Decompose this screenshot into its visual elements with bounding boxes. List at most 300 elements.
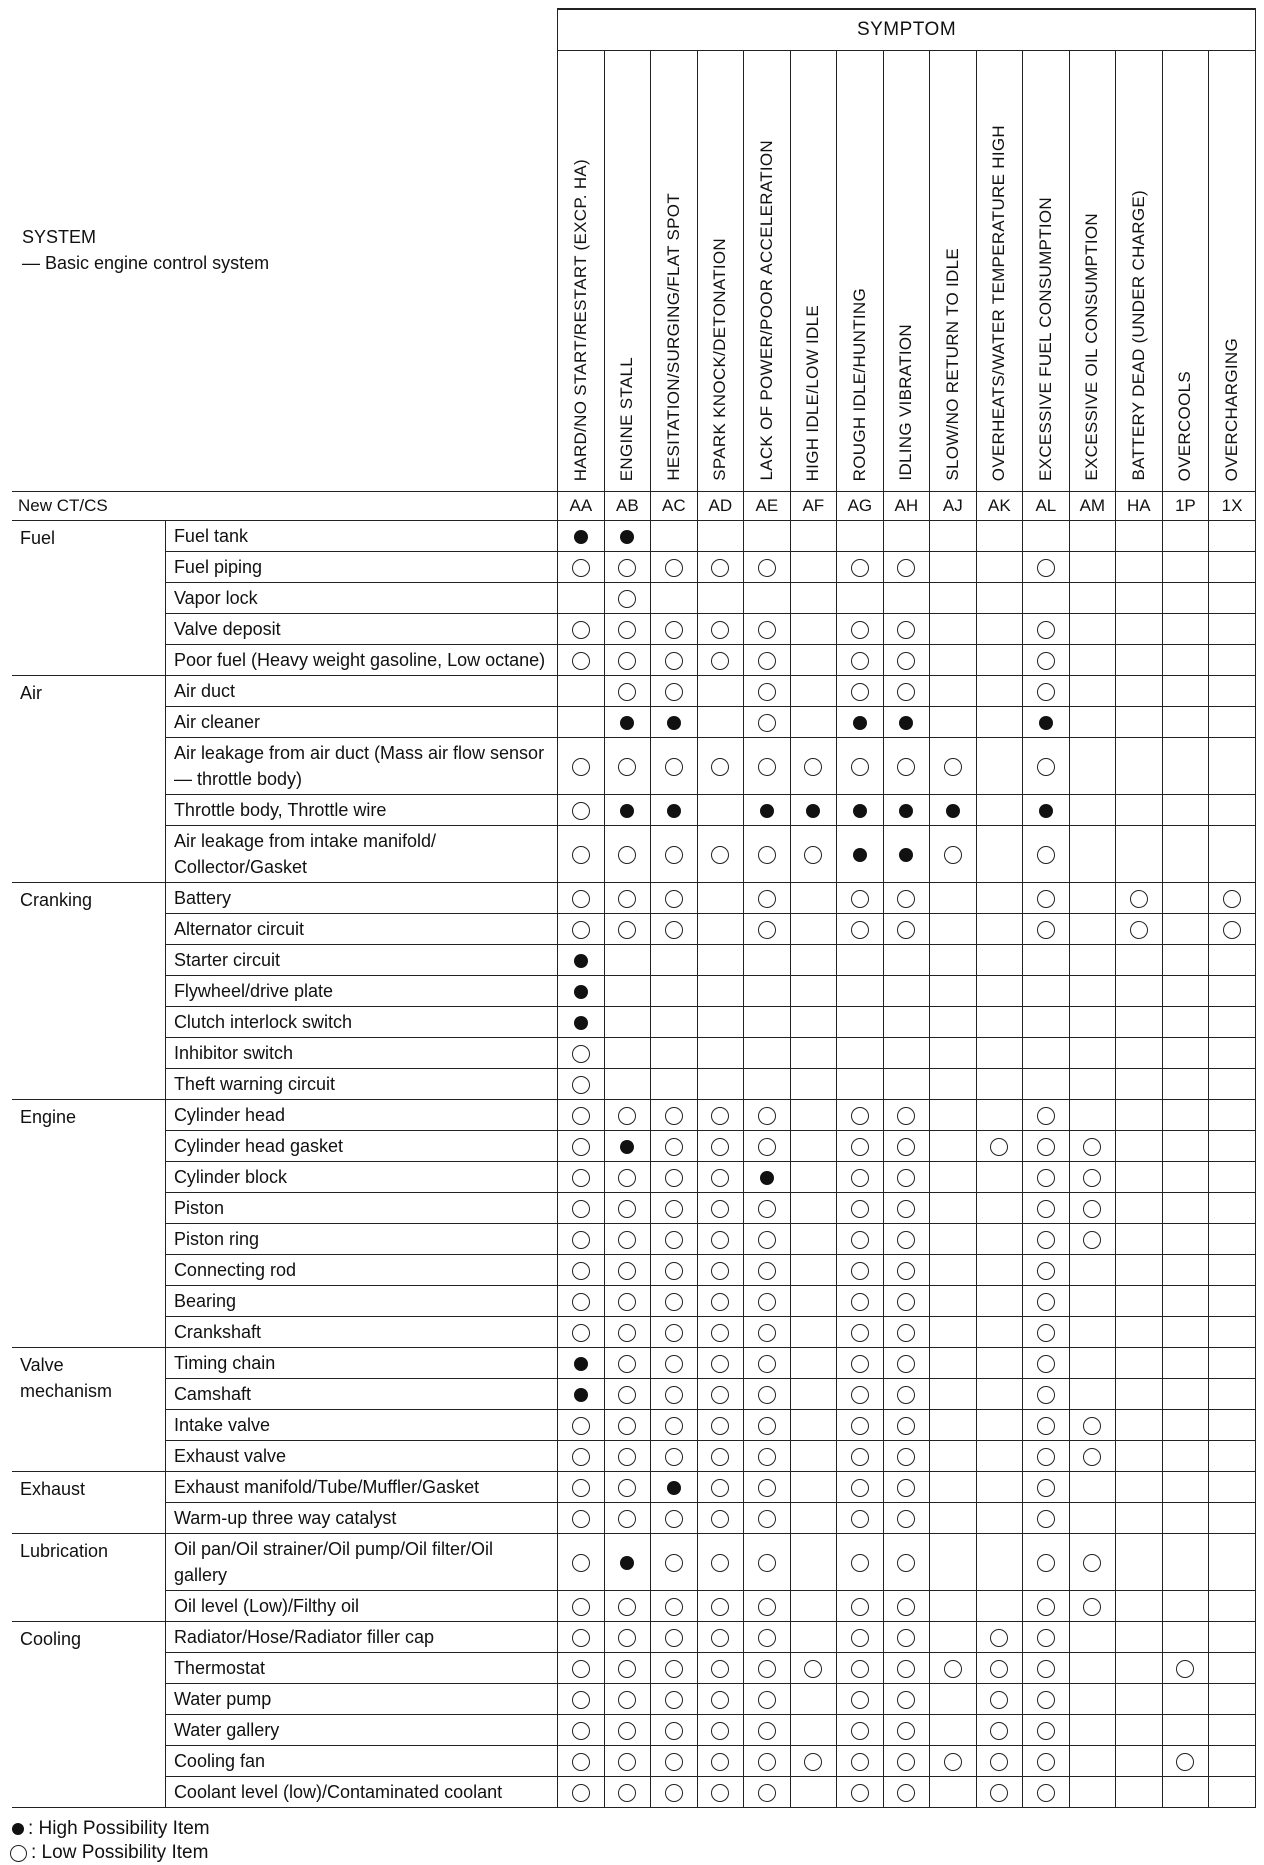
matrix-cell <box>1069 1100 1116 1131</box>
matrix-cell <box>697 1379 744 1410</box>
matrix-cell <box>651 1038 698 1069</box>
low-possibility-icon <box>1037 846 1055 864</box>
low-possibility-icon <box>758 1448 776 1466</box>
matrix-cell <box>883 1534 930 1591</box>
matrix-cell <box>883 1224 930 1255</box>
matrix-cell <box>651 914 698 945</box>
matrix-cell <box>744 1007 791 1038</box>
low-possibility-icon <box>1037 621 1055 639</box>
matrix-cell <box>837 914 884 945</box>
matrix-cell <box>930 676 977 707</box>
matrix-cell <box>1162 1317 1209 1348</box>
matrix-cell <box>651 707 698 738</box>
low-possibility-icon <box>665 652 683 670</box>
system-item: Oil pan/Oil strainer/Oil pump/Oil filter/Oil gallery <box>165 1534 557 1591</box>
matrix-cell <box>1162 1777 1209 1808</box>
matrix-cell <box>883 1410 930 1441</box>
matrix-cell <box>930 1410 977 1441</box>
matrix-cell <box>883 1348 930 1379</box>
low-possibility-icon <box>1037 1355 1055 1373</box>
matrix-cell <box>1069 1007 1116 1038</box>
low-possibility-icon <box>851 1417 869 1435</box>
low-possibility-icon <box>897 1138 915 1156</box>
matrix-cell <box>1023 552 1070 583</box>
low-possibility-icon <box>665 890 683 908</box>
matrix-cell <box>558 1100 605 1131</box>
low-possibility-icon <box>758 1598 776 1616</box>
matrix-cell <box>930 521 977 552</box>
low-possibility-icon <box>1083 1169 1101 1187</box>
table-row <box>12 1100 1256 1131</box>
system-category: Fuel <box>12 521 165 676</box>
high-possibility-icon <box>620 1556 634 1570</box>
matrix-cell <box>604 795 651 826</box>
matrix-cell <box>976 1038 1023 1069</box>
table-row <box>12 1534 1256 1591</box>
matrix-cell <box>697 976 744 1007</box>
low-possibility-icon <box>851 1107 869 1125</box>
matrix-cell <box>697 795 744 826</box>
matrix-cell <box>697 1777 744 1808</box>
matrix-cell <box>651 1131 698 1162</box>
matrix-cell <box>1116 1746 1163 1777</box>
low-possibility-icon <box>897 1355 915 1373</box>
matrix-cell <box>1162 614 1209 645</box>
low-possibility-icon <box>665 1107 683 1125</box>
matrix-cell <box>1209 521 1256 552</box>
matrix-cell <box>697 645 744 676</box>
low-possibility-icon <box>758 1386 776 1404</box>
low-possibility-icon <box>665 758 683 776</box>
matrix-cell <box>930 1379 977 1410</box>
matrix-cell <box>790 1441 837 1472</box>
low-possibility-icon <box>711 1417 729 1435</box>
low-possibility-icon <box>572 1417 590 1435</box>
matrix-cell <box>883 676 930 707</box>
matrix-cell <box>604 1653 651 1684</box>
low-possibility-icon <box>618 1448 636 1466</box>
matrix-cell <box>930 826 977 883</box>
low-possibility-icon <box>851 921 869 939</box>
low-possibility-icon <box>572 1660 590 1678</box>
matrix-cell <box>1116 1317 1163 1348</box>
matrix-cell <box>930 1472 977 1503</box>
matrix-cell <box>558 1472 605 1503</box>
system-item: Poor fuel (Heavy weight gasoline, Low octane) <box>165 645 557 676</box>
matrix-cell <box>697 1069 744 1100</box>
matrix-cell <box>837 1224 884 1255</box>
low-possibility-icon <box>711 1293 729 1311</box>
matrix-cell <box>976 1193 1023 1224</box>
low-possibility-icon <box>618 1722 636 1740</box>
matrix-cell <box>604 1379 651 1410</box>
matrix-cell <box>558 1162 605 1193</box>
low-possibility-icon <box>711 1138 729 1156</box>
matrix-cell <box>883 1684 930 1715</box>
low-possibility-icon <box>711 1200 729 1218</box>
matrix-cell <box>604 707 651 738</box>
system-item: Water gallery <box>165 1715 557 1746</box>
low-possibility-icon <box>711 621 729 639</box>
matrix-cell <box>1116 1100 1163 1131</box>
matrix-cell <box>1069 1286 1116 1317</box>
system-item: Coolant level (low)/Contaminated coolant <box>165 1777 557 1808</box>
matrix-cell <box>930 976 977 1007</box>
low-possibility-icon <box>897 621 915 639</box>
matrix-cell <box>744 1100 791 1131</box>
matrix-cell <box>697 552 744 583</box>
matrix-cell <box>1209 552 1256 583</box>
high-possibility-icon <box>620 804 634 818</box>
matrix-cell <box>790 1653 837 1684</box>
table-row <box>12 795 1256 826</box>
system-item: Throttle body, Throttle wire <box>165 795 557 826</box>
system-item: Bearing <box>165 1286 557 1317</box>
system-item: Piston ring <box>165 1224 557 1255</box>
matrix-cell <box>883 1622 930 1653</box>
low-possibility-icon <box>851 1691 869 1709</box>
matrix-cell <box>976 1286 1023 1317</box>
matrix-cell <box>883 1286 930 1317</box>
low-possibility-icon <box>572 1045 590 1063</box>
low-possibility-icon <box>665 1598 683 1616</box>
matrix-cell <box>1069 976 1116 1007</box>
matrix-cell <box>1209 976 1256 1007</box>
matrix-cell <box>976 1007 1023 1038</box>
matrix-cell <box>1069 521 1116 552</box>
low-possibility-icon <box>572 1629 590 1647</box>
matrix-cell <box>558 1131 605 1162</box>
matrix-cell <box>744 1746 791 1777</box>
matrix-cell <box>930 1038 977 1069</box>
table-row <box>12 1653 1256 1684</box>
matrix-cell <box>1116 614 1163 645</box>
matrix-cell <box>930 645 977 676</box>
matrix-cell <box>1069 1131 1116 1162</box>
matrix-cell <box>837 1348 884 1379</box>
legend-high-text: : High Possibility Item <box>28 1818 210 1839</box>
low-possibility-icon <box>572 802 590 820</box>
symptom-column-header <box>1116 51 1163 492</box>
symptom-code: AA <box>558 492 605 521</box>
matrix-cell <box>837 707 884 738</box>
matrix-cell <box>837 676 884 707</box>
matrix-cell <box>976 1715 1023 1746</box>
matrix-cell <box>604 1410 651 1441</box>
symptom-column-header <box>651 51 698 492</box>
low-possibility-icon <box>851 1324 869 1342</box>
low-possibility-icon <box>897 683 915 701</box>
low-possibility-icon <box>758 559 776 577</box>
low-possibility-icon <box>897 1262 915 1280</box>
matrix-cell <box>1023 1746 1070 1777</box>
matrix-cell <box>837 1746 884 1777</box>
matrix-cell <box>1209 676 1256 707</box>
low-possibility-icon <box>758 758 776 776</box>
system-item: Cylinder head gasket <box>165 1131 557 1162</box>
low-possibility-icon <box>1223 921 1241 939</box>
matrix-cell <box>837 1410 884 1441</box>
matrix-cell <box>1069 645 1116 676</box>
high-possibility-icon <box>620 1140 634 1154</box>
matrix-cell <box>976 1684 1023 1715</box>
matrix-cell <box>1069 614 1116 645</box>
matrix-cell <box>883 1777 930 1808</box>
matrix-cell <box>883 826 930 883</box>
matrix-cell <box>1023 1441 1070 1472</box>
low-possibility-icon <box>665 846 683 864</box>
matrix-cell <box>651 1653 698 1684</box>
matrix-cell <box>1069 1348 1116 1379</box>
matrix-cell <box>1023 883 1070 914</box>
low-possibility-icon <box>1037 1629 1055 1647</box>
matrix-cell <box>1069 676 1116 707</box>
high-possibility-icon <box>1039 804 1053 818</box>
matrix-cell <box>604 521 651 552</box>
matrix-cell <box>837 826 884 883</box>
matrix-cell <box>558 1317 605 1348</box>
matrix-cell <box>697 1591 744 1622</box>
low-possibility-icon <box>851 1479 869 1497</box>
low-possibility-icon <box>758 1722 776 1740</box>
low-possibility-icon <box>758 1660 776 1678</box>
matrix-cell <box>1116 1193 1163 1224</box>
matrix-cell <box>790 1007 837 1038</box>
matrix-cell <box>604 1131 651 1162</box>
matrix-cell <box>744 645 791 676</box>
low-possibility-icon <box>758 1355 776 1373</box>
matrix-cell <box>976 1746 1023 1777</box>
low-possibility-icon <box>804 846 822 864</box>
low-possibility-icon <box>990 1629 1008 1647</box>
matrix-cell <box>1116 1653 1163 1684</box>
matrix-cell <box>1023 1348 1070 1379</box>
matrix-cell <box>697 1684 744 1715</box>
low-possibility-icon <box>990 1722 1008 1740</box>
matrix-cell <box>1162 1591 1209 1622</box>
matrix-cell <box>930 795 977 826</box>
system-item: Camshaft <box>165 1379 557 1410</box>
system-item: Cylinder head <box>165 1100 557 1131</box>
high-possibility-icon <box>667 716 681 730</box>
matrix-cell <box>651 614 698 645</box>
matrix-cell <box>790 1286 837 1317</box>
matrix-cell <box>837 795 884 826</box>
low-possibility-icon <box>851 758 869 776</box>
matrix-cell <box>558 1007 605 1038</box>
matrix-cell <box>1116 883 1163 914</box>
high-possibility-icon <box>899 848 913 862</box>
matrix-cell <box>930 1162 977 1193</box>
symptom-label: OVERCHARGING <box>1222 337 1242 481</box>
low-possibility-icon <box>1037 1660 1055 1678</box>
low-possibility-icon <box>897 1510 915 1528</box>
matrix-cell <box>604 676 651 707</box>
matrix-cell <box>1209 614 1256 645</box>
matrix-cell <box>1023 645 1070 676</box>
matrix-cell <box>930 1746 977 1777</box>
system-category: Lubrication <box>12 1534 165 1622</box>
table-row <box>12 1193 1256 1224</box>
symptom-code: AE <box>744 492 791 521</box>
matrix-cell <box>744 707 791 738</box>
matrix-cell <box>1116 1410 1163 1441</box>
matrix-cell <box>790 645 837 676</box>
matrix-cell <box>1069 795 1116 826</box>
matrix-cell <box>1209 1534 1256 1591</box>
matrix-cell <box>790 707 837 738</box>
low-possibility-icon <box>665 1510 683 1528</box>
matrix-cell <box>1209 1069 1256 1100</box>
matrix-cell <box>883 1441 930 1472</box>
low-possibility-icon <box>665 1753 683 1771</box>
matrix-cell <box>744 1224 791 1255</box>
matrix-cell <box>1209 1591 1256 1622</box>
matrix-cell <box>744 1255 791 1286</box>
matrix-cell <box>1023 826 1070 883</box>
matrix-cell <box>697 676 744 707</box>
system-item: Exhaust valve <box>165 1441 557 1472</box>
matrix-cell <box>1209 583 1256 614</box>
low-possibility-icon <box>897 1324 915 1342</box>
matrix-cell <box>976 552 1023 583</box>
table-row <box>12 1715 1256 1746</box>
matrix-cell <box>790 583 837 614</box>
table-row <box>12 1348 1256 1379</box>
matrix-cell <box>1209 1503 1256 1534</box>
symptom-column-header <box>1162 51 1209 492</box>
low-possibility-icon <box>851 1169 869 1187</box>
matrix-cell <box>930 1007 977 1038</box>
matrix-cell <box>558 1777 605 1808</box>
system-item: Timing chain <box>165 1348 557 1379</box>
low-possibility-icon <box>1037 683 1055 701</box>
low-possibility-icon <box>665 1293 683 1311</box>
matrix-cell <box>1209 1441 1256 1472</box>
table-row <box>12 945 1256 976</box>
low-possibility-icon <box>758 1784 776 1802</box>
matrix-cell <box>744 1069 791 1100</box>
matrix-cell <box>744 1622 791 1653</box>
low-possibility-icon <box>1037 1598 1055 1616</box>
low-possibility-icon <box>758 1629 776 1647</box>
matrix-cell <box>837 976 884 1007</box>
matrix-cell <box>744 1131 791 1162</box>
matrix-cell <box>651 521 698 552</box>
low-possibility-icon <box>665 1722 683 1740</box>
matrix-cell <box>930 1715 977 1746</box>
matrix-cell <box>1069 1777 1116 1808</box>
low-possibility-icon <box>897 1660 915 1678</box>
matrix-cell <box>651 1317 698 1348</box>
symptom-code: 1P <box>1162 492 1209 521</box>
low-possibility-icon <box>618 1293 636 1311</box>
low-possibility-icon <box>1037 1293 1055 1311</box>
matrix-cell <box>790 1715 837 1746</box>
system-item: Vapor lock <box>165 583 557 614</box>
matrix-cell <box>837 614 884 645</box>
matrix-cell <box>1116 1038 1163 1069</box>
symptom-label: HARD/NO START/RESTART (EXCP. HA) <box>570 158 590 481</box>
matrix-cell <box>1162 707 1209 738</box>
symptom-column-header <box>837 51 884 492</box>
low-possibility-icon <box>944 846 962 864</box>
matrix-cell <box>883 1379 930 1410</box>
system-item: Exhaust manifold/Tube/Muffler/Gasket <box>165 1472 557 1503</box>
matrix-cell <box>837 1100 884 1131</box>
matrix-cell <box>1023 1503 1070 1534</box>
matrix-cell <box>883 795 930 826</box>
symptom-code: AL <box>1023 492 1070 521</box>
matrix-cell <box>883 1715 930 1746</box>
matrix-cell <box>1116 1472 1163 1503</box>
system-category: Cranking <box>12 883 165 1100</box>
low-possibility-icon <box>618 846 636 864</box>
matrix-cell <box>558 795 605 826</box>
matrix-cell <box>1116 1224 1163 1255</box>
matrix-cell <box>558 1591 605 1622</box>
open-circle-icon <box>10 1845 27 1862</box>
matrix-cell <box>1023 1684 1070 1715</box>
low-possibility-icon <box>1037 1753 1055 1771</box>
matrix-cell <box>744 1193 791 1224</box>
matrix-cell <box>1116 976 1163 1007</box>
low-possibility-icon <box>618 1262 636 1280</box>
system-item: Valve deposit <box>165 614 557 645</box>
matrix-cell <box>976 583 1023 614</box>
matrix-cell <box>558 883 605 914</box>
low-possibility-icon <box>711 559 729 577</box>
matrix-cell <box>976 1622 1023 1653</box>
high-possibility-icon <box>853 848 867 862</box>
matrix-cell <box>883 1069 930 1100</box>
matrix-cell <box>697 707 744 738</box>
matrix-cell <box>558 914 605 945</box>
low-possibility-icon <box>711 1448 729 1466</box>
low-possibility-icon <box>1083 1417 1101 1435</box>
matrix-cell <box>930 1069 977 1100</box>
matrix-cell <box>558 1224 605 1255</box>
low-possibility-icon <box>665 1629 683 1647</box>
matrix-cell <box>837 552 884 583</box>
matrix-cell <box>1069 1255 1116 1286</box>
matrix-cell <box>1116 1591 1163 1622</box>
table-row <box>12 583 1256 614</box>
matrix-cell <box>1023 795 1070 826</box>
matrix-cell <box>1162 826 1209 883</box>
low-possibility-icon <box>851 683 869 701</box>
matrix-cell <box>1023 1224 1070 1255</box>
table-row <box>12 1746 1256 1777</box>
low-possibility-icon <box>618 1324 636 1342</box>
system-item: Fuel tank <box>165 521 557 552</box>
matrix-cell <box>604 1224 651 1255</box>
low-possibility-icon <box>1037 1169 1055 1187</box>
matrix-cell <box>697 1441 744 1472</box>
low-possibility-icon <box>897 1386 915 1404</box>
matrix-cell <box>744 1038 791 1069</box>
low-possibility-icon <box>1037 1386 1055 1404</box>
matrix-cell <box>651 1007 698 1038</box>
matrix-cell <box>790 1622 837 1653</box>
matrix-cell <box>790 1100 837 1131</box>
legend-low <box>8 1841 210 1865</box>
matrix-cell <box>1069 707 1116 738</box>
matrix-cell <box>930 1286 977 1317</box>
matrix-cell <box>558 676 605 707</box>
low-possibility-icon <box>758 1324 776 1342</box>
matrix-cell <box>790 1348 837 1379</box>
